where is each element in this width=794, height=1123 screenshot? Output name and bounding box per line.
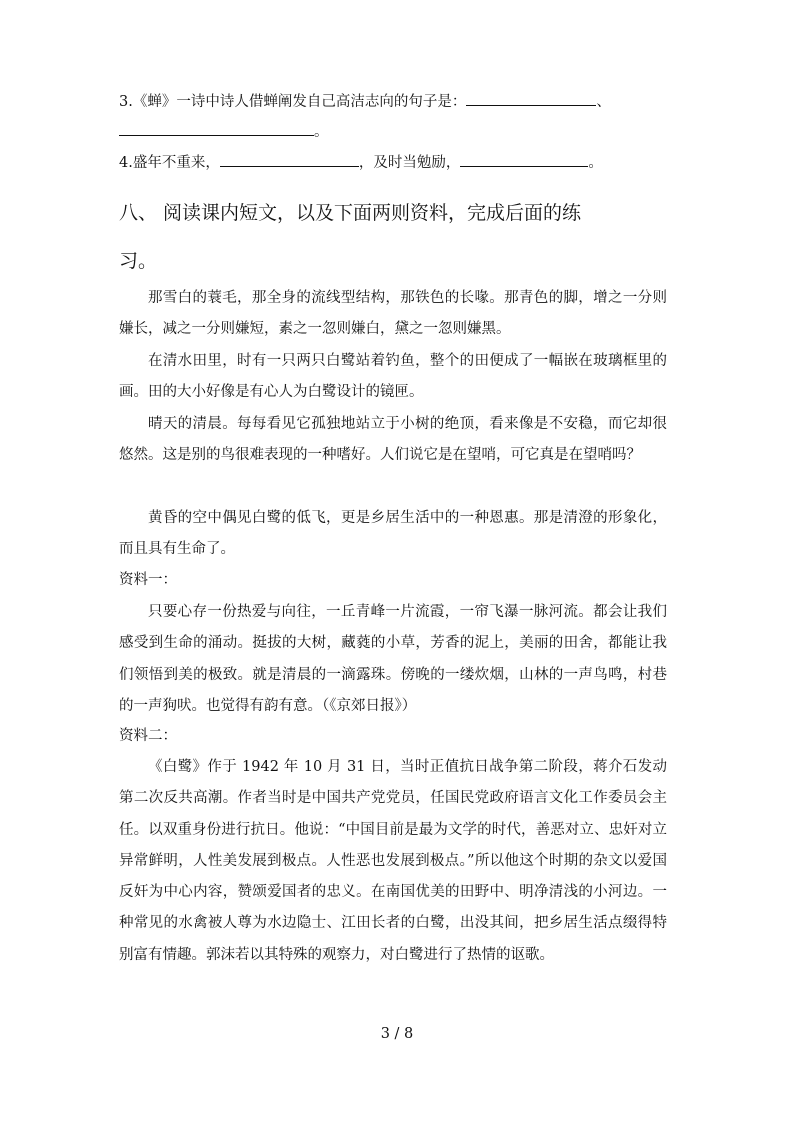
passage-paragraph-4: 黄昏的空中偶见白鹭的低飞，更是乡居生活中的一种恩惠。那是清澄的形象化，而且具有生命了。	[119, 510, 667, 558]
answer-blank[interactable]	[466, 89, 596, 106]
question-4-prefix: 4.盛年不重来，	[119, 155, 220, 171]
question-4-middle: ，及时当勉励，	[358, 155, 461, 171]
material-2-label: 资料二：	[119, 728, 177, 744]
material-1-text: 只要心存一份热爱与向往，一丘青峰一片流霞，一帘飞瀑一脉河流。都会让我们感受到生命的涌动。挺拔的大树，藏蕤的小草，芳香的泥上，美丽的田舍，都能让我们领悟到美的极致。就是清晨的一滴露珠。傍晚的一缕炊烟，山林的一声鸟鸣，村巷的一声狗吠。也觉得有韵有意。（《京郊日报》）	[119, 604, 667, 714]
question-3-continued	[119, 119, 679, 142]
question-3-separator: 、	[596, 94, 611, 110]
question-3-end: 。	[314, 124, 329, 140]
section-heading	[119, 189, 679, 285]
section-title-line-2: 习。	[119, 250, 158, 272]
answer-blank[interactable]	[460, 150, 588, 167]
material-2-text: 《白鹭》作于 1942 年 10 月 31 日，当时正值抗日战争第二阶段，蒋介石发动第二次反共高潮。作者当时是中国共产党党员，任国民党政府语言文化工作委员会主任。以双重身份进行抗日。他说：“中国目前是最为文学的时代，善恶对立、忠奸对立异常鲜明，人性美发展到极点。人性恶也发展到极点。”所以他这个时期的杂文以爱国反奸为中心内容，赞颂爱国者的忠义。在南国优美的田野中、明净清浅的小河边。一种常见的水禽被人尊为水边隐士、江田长者的白鹭，出没其间，把乡居生活点缀得特别富有情趣。郭沫若以其特殊的观察力，对白鹭进行了热情的讴歌。	[119, 759, 667, 963]
material-1-label: 资料一：	[119, 572, 177, 588]
section-title-line-1: 八、 阅读课内短文，以及下面两则资料，完成后面的练	[119, 202, 582, 224]
answer-blank[interactable]	[220, 150, 359, 167]
question-3-text: 3.《蝉》一诗中诗人借蝉阐发自己高洁志向的句子是：	[119, 94, 467, 110]
question-4	[119, 150, 679, 173]
question-3	[119, 89, 679, 112]
answer-blank[interactable]	[119, 119, 314, 136]
passage-paragraph-1: 那雪白的蓑毛，那全身的流线型结构，那铁色的长喙。那青色的脚，增之一分则嫌长，减之一分则嫌短，素之一忽则嫌白，黛之一忽则嫌黑。	[119, 290, 667, 338]
passage-paragraph-3: 晴天的清晨。每每看见它孤独地站立于小树的绝顶，看来像是不安稳，而它却很悠然。这是别的鸟很难表现的一种嗜好。人们说它是在望哨，可它真是在望哨吗？	[119, 416, 667, 464]
question-4-end: 。	[588, 155, 603, 171]
passage-paragraph-2: 在清水田里，时有一只两只白鹭站着钓鱼，整个的田便成了一幅嵌在玻璃框里的画。田的大小好像是有心人为白鹭设计的镜匣。	[119, 353, 667, 401]
page-number: 3 / 8	[380, 1026, 414, 1042]
